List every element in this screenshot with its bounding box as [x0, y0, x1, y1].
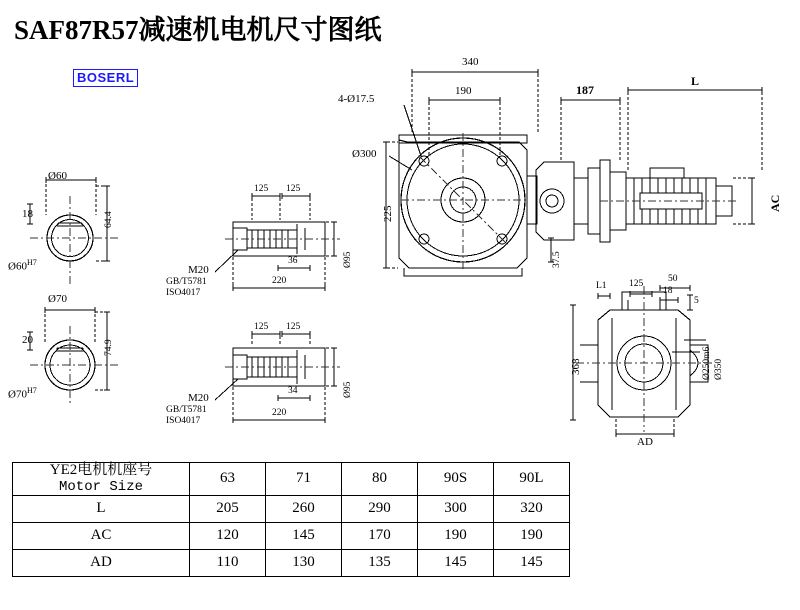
- row-label: AC: [13, 522, 190, 549]
- column-header: 90S: [418, 463, 494, 496]
- header-label-en: Motor Size: [58, 478, 143, 495]
- column-header: 71: [266, 463, 342, 496]
- dim-dia-250: Ø250m6: [702, 346, 712, 380]
- table-row: [13, 495, 570, 522]
- label-thread-m20-top: M20: [188, 264, 209, 276]
- label-std-iso-top: ISO4017: [166, 288, 201, 298]
- dim-368: 368: [570, 358, 582, 375]
- header-label-cn: YE2电机机座号: [49, 462, 153, 478]
- dim-hollow-top-depth: 36: [288, 256, 298, 266]
- dim-shaft60-key-width: 18: [22, 208, 33, 220]
- shaft-section-70: [27, 307, 120, 405]
- table-cell: 145: [494, 549, 570, 576]
- dim-hollow-bot-left: 125: [254, 322, 269, 332]
- table-cell: 110: [190, 549, 266, 576]
- dim-shaft60-bore: $Ø60^{H7}$: [8, 258, 37, 273]
- dim-side-18: 18: [663, 286, 673, 296]
- table-cell: 130: [266, 549, 342, 576]
- brand-logo: BOSERL: [73, 69, 138, 87]
- column-header: 63: [190, 463, 266, 496]
- table-cell: 205: [190, 495, 266, 522]
- dim-dia-350: Ø350: [714, 358, 724, 380]
- table-cell: 135: [342, 549, 418, 576]
- row-label: AD: [13, 549, 190, 576]
- dim-37-5: 37.5: [552, 251, 562, 268]
- dim-hollow-top-left: 125: [254, 184, 269, 194]
- dim-shaft70-bore: $Ø70^{H7}$: [8, 386, 37, 401]
- label-thread-m20-bot: M20: [188, 392, 209, 404]
- motor-view: [600, 168, 755, 230]
- table-row: [13, 549, 570, 576]
- dim-shaft70-od: Ø70: [48, 293, 67, 305]
- dim-190: 190: [455, 85, 472, 97]
- row-label: L: [13, 495, 190, 522]
- gear-unit-side: [527, 160, 610, 242]
- page-title: SAF87R57减速机电机尺寸图纸: [14, 15, 382, 45]
- adapter-side-view: [570, 285, 714, 437]
- note-bolt-holes: 4-Ø17.5: [338, 93, 375, 105]
- table-cell: 320: [494, 495, 570, 522]
- dim-AD: AD: [637, 436, 653, 448]
- shaft-section-60: [27, 177, 120, 286]
- dim-side-5: 5: [694, 296, 699, 306]
- dim-AC: AC: [768, 194, 782, 212]
- dim-hollow-top-flange: Ø95: [343, 251, 353, 268]
- column-header: 80: [342, 463, 418, 496]
- label-std-gb-top: GB/T5781: [166, 277, 207, 287]
- dim-shaft70-key-width: 20: [22, 334, 33, 346]
- label-std-iso-bot: ISO4017: [166, 416, 201, 426]
- gearbox-front-view: [399, 133, 529, 276]
- dim-shaft60-key-height: 64.4: [104, 211, 114, 228]
- dim-340: 340: [462, 56, 479, 68]
- dim-flange-dia: Ø300: [352, 148, 377, 160]
- dim-L: L: [691, 74, 700, 88]
- dim-side-50: 50: [668, 274, 678, 284]
- table-row-header: [13, 463, 570, 496]
- table-cell: 170: [342, 522, 418, 549]
- table-cell: 145: [418, 549, 494, 576]
- dim-hollow-bot-total: 220: [272, 408, 287, 418]
- dim-187: 187: [576, 83, 594, 97]
- top-dimensions: [383, 69, 762, 268]
- table-cell: 300: [418, 495, 494, 522]
- table-cell: 190: [494, 522, 570, 549]
- header-cell-label: [13, 463, 190, 496]
- dim-shaft60-od: Ø60: [48, 170, 67, 182]
- dim-L1: L1: [596, 281, 607, 291]
- dim-shaft70-key-height: 74.9: [104, 339, 114, 356]
- dim-hollow-bot-flange: Ø95: [343, 381, 353, 398]
- dim-hollow-top-right: 125: [286, 184, 301, 194]
- dim-hollow-top-total: 220: [272, 276, 287, 286]
- table-cell: 260: [266, 495, 342, 522]
- dim-side-125: 125: [629, 279, 644, 289]
- table-cell: 120: [190, 522, 266, 549]
- table-cell: 190: [418, 522, 494, 549]
- dim-225: 225: [382, 205, 394, 222]
- column-header: 90L: [494, 463, 570, 496]
- table-row: [13, 522, 570, 549]
- label-std-gb-bot: GB/T5781: [166, 405, 207, 415]
- table-cell: 145: [266, 522, 342, 549]
- dim-hollow-bot-right: 125: [286, 322, 301, 332]
- table-cell: 290: [342, 495, 418, 522]
- motor-size-table: [12, 462, 570, 577]
- dim-hollow-bot-depth: 34: [288, 386, 298, 396]
